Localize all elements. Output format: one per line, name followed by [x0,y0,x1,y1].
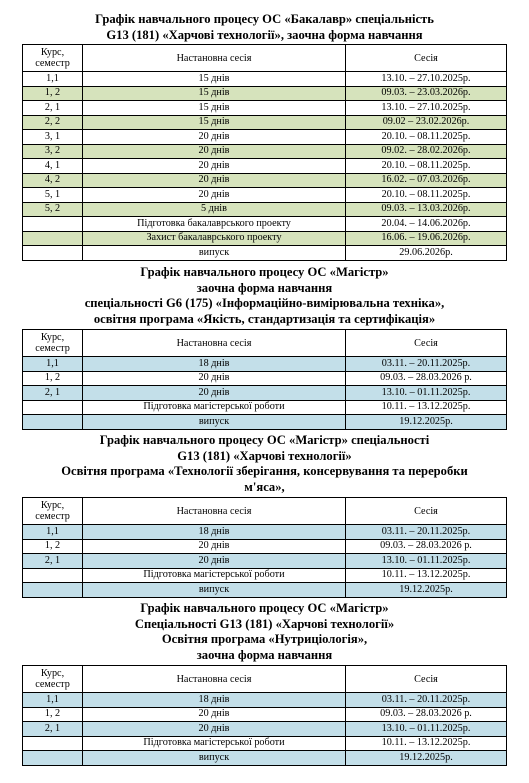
table-cell: 20 днів [83,371,346,386]
title-line: Графік навчального процесу ОС «Магістр» [140,265,389,279]
table-cell: 2, 1 [23,386,83,401]
table-cell: 15 днів [83,72,346,87]
table-row [23,72,507,87]
header-session: Сесія [346,45,507,72]
table-cell: 20 днів [83,707,346,722]
table-cell: 5, 1 [23,188,83,203]
section-title-master-quality [0,265,529,327]
table-cell [23,583,83,598]
table-cell: 1, 2 [23,86,83,101]
title-line: заочна форма навчання [196,280,333,295]
table-cell: Сесія [346,498,507,525]
title-line: освітня програма «Якість, стандартизація та сертифікація» [93,311,436,326]
table-row [23,357,507,372]
table-cell: Підготовка магістерської роботи [83,736,346,751]
table-cell: 03.11. – 20.11.2025р. [346,357,507,372]
table-cell: 3, 2 [23,144,83,159]
table-cell: Настановна сесія [83,498,346,525]
table-row-thesis-prep [23,736,507,751]
table-cell: 1,1 [23,72,83,87]
table-header [23,45,507,72]
table-cell: 29.06.2026р. [346,246,507,261]
table-cell: Курс, семестр [23,666,83,693]
section-title-master-nutrition [0,601,529,663]
title-line: Освітня програма «Технології зберігання, консервування та переробки [61,464,468,478]
table-row-graduation [23,415,507,430]
table-cell: 20.10. – 08.11.2025р. [346,159,507,174]
title-line: G13 (181) «Харчові технології» [177,448,352,463]
table-header [23,498,507,525]
table-cell: 1, 2 [23,707,83,722]
table-cell [23,568,83,583]
table-row [23,202,507,217]
table-row [23,539,507,554]
table-cell: 13.10. – 27.10.2025р. [346,101,507,116]
table-cell: Сесія [346,330,507,357]
table-cell: Підготовка магістерської роботи [83,568,346,583]
table-cell [23,400,83,415]
table-cell: Сесія [346,666,507,693]
table-cell: 1,1 [23,525,83,540]
table-cell: 13.10. – 01.11.2025р. [346,554,507,569]
section-title-bachelor [0,12,529,43]
header-course: Курс, семестр [23,45,83,72]
table-cell: 16.02. – 07.03.2026р. [346,173,507,188]
table-cell: 3, 1 [23,130,83,145]
table-cell: Курс, семестр [23,330,83,357]
table-cell: 20 днів [83,144,346,159]
table-row [23,707,507,722]
table-row-project-defense [23,231,507,246]
title-line: м'яса», [244,479,285,494]
table-row-graduation [23,751,507,766]
table-cell: випуск [83,415,346,430]
table-cell: 16.06. – 19.06.2026р. [346,231,507,246]
table-row-graduation [23,583,507,598]
title-line: спеціальності G6 (175) «Інформаційно-вимірювальна техніка», [84,296,445,310]
table-row [23,173,507,188]
table-cell [23,217,83,232]
table-cell: 09.03. – 28.03.2026 р. [346,707,507,722]
table-cell: 20 днів [83,188,346,203]
table-row [23,159,507,174]
table-row [23,693,507,708]
table-cell: 20 днів [83,159,346,174]
table-cell: 19.12.2025р. [346,583,507,598]
table-row [23,554,507,569]
table-cell: 13.10. – 27.10.2025р. [346,72,507,87]
table-cell [23,231,83,246]
title-line: Графік навчального процесу ОС «Магістр» [140,601,389,615]
table-cell [23,751,83,766]
table-cell: Настановна сесія [83,666,346,693]
table-row-project-prep [23,217,507,232]
table-cell: 09.03. – 28.03.2026 р. [346,371,507,386]
table-cell: 20 днів [83,386,346,401]
header-setup: Настановна сесія [83,45,346,72]
table-cell: випуск [83,751,346,766]
table-cell: Підготовка бакалаврського проекту [83,217,346,232]
table-cell: Курс, семестр [23,498,83,525]
table-cell: 09.02. – 28.02.2026р. [346,144,507,159]
table-cell: 15 днів [83,115,346,130]
table-row [23,115,507,130]
table-cell: 1,1 [23,357,83,372]
table-cell: Підготовка магістерської роботи [83,400,346,415]
table-row [23,188,507,203]
title-line: G13 (181) «Харчові технології», заочна форма навчання [106,27,423,42]
table-cell: 1,1 [23,693,83,708]
table-cell: 4, 1 [23,159,83,174]
table-cell: 20 днів [83,539,346,554]
schedule-table-master-meat [22,497,507,598]
table-cell: 15 днів [83,86,346,101]
table-cell: 15 днів [83,101,346,116]
table-row [23,130,507,145]
table-cell: 5, 2 [23,202,83,217]
table-header [23,330,507,357]
schedule-table-master-quality [22,329,507,430]
table-cell: 2, 2 [23,115,83,130]
table-row [23,722,507,737]
table-cell: 03.11. – 20.11.2025р. [346,693,507,708]
table-cell [23,736,83,751]
table-cell [23,246,83,261]
table-cell: 09.03. – 13.03.2026р. [346,202,507,217]
table-cell: 19.12.2025р. [346,751,507,766]
title-line: заочна форма навчання [196,647,333,662]
table-cell: 18 днів [83,693,346,708]
table-cell: 18 днів [83,357,346,372]
table-cell: 09.03. – 28.03.2026 р. [346,539,507,554]
title-line: Освітня програма «Нутриціологія», [161,632,368,646]
table-cell: випуск [83,246,346,261]
table-row [23,101,507,116]
table-cell: 10.11. – 13.12.2025р. [346,736,507,751]
table-cell: 20 днів [83,722,346,737]
table-cell: Захист бакалаврського проекту [83,231,346,246]
table-row [23,371,507,386]
table-row-thesis-prep [23,400,507,415]
table-cell: 2, 1 [23,101,83,116]
table-row [23,86,507,101]
table-cell: 20 днів [83,130,346,145]
table-row-thesis-prep [23,568,507,583]
table-cell: 10.11. – 13.12.2025р. [346,400,507,415]
table-cell: 5 днів [83,202,346,217]
table-cell: 18 днів [83,525,346,540]
table-cell: 2, 1 [23,722,83,737]
table-cell: 09.02 – 23.02.2026р. [346,115,507,130]
title-line: Спеціальності G13 (181) «Харчові технології» [134,616,395,631]
table-header [23,666,507,693]
table-cell: 09.03. – 23.03.2026р. [346,86,507,101]
title-line: Графік навчального процесу ОС «Магістр» спеціальності [99,433,430,447]
table-cell: Настановна сесія [83,330,346,357]
schedule-table-master-nutrition [22,665,507,766]
table-cell: 20.04. – 14.06.2026р. [346,217,507,232]
title-line: Графік навчального процесу ОС «Бакалавр» спеціальність [95,12,434,26]
table-row [23,144,507,159]
table-cell: 20 днів [83,554,346,569]
section-title-master-meat [0,433,529,495]
table-cell [23,415,83,430]
table-row-graduation [23,246,507,261]
table-cell: 19.12.2025р. [346,415,507,430]
table-cell: 13.10. – 01.11.2025р. [346,722,507,737]
table-cell: 03.11. – 20.11.2025р. [346,525,507,540]
table-cell: 4, 2 [23,173,83,188]
table-cell: 13.10. – 01.11.2025р. [346,386,507,401]
table-cell: 10.11. – 13.12.2025р. [346,568,507,583]
table-cell: 1, 2 [23,539,83,554]
table-cell: 1, 2 [23,371,83,386]
table-cell: випуск [83,583,346,598]
schedule-table-bachelor [22,44,507,261]
table-row [23,386,507,401]
table-cell: 20 днів [83,173,346,188]
table-cell: 2, 1 [23,554,83,569]
table-cell: 20.10. – 08.11.2025р. [346,188,507,203]
table-row [23,525,507,540]
table-cell: 20.10. – 08.11.2025р. [346,130,507,145]
